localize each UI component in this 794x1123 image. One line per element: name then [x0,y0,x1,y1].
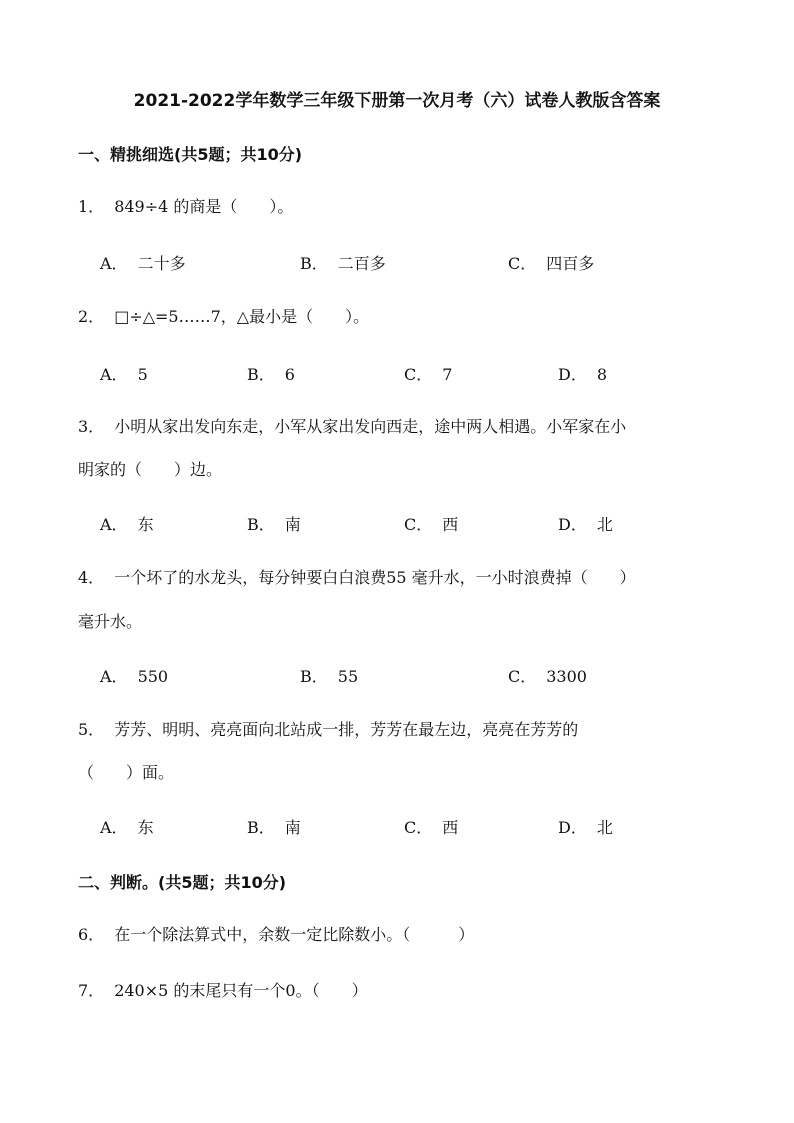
question-4-options [100,664,720,688]
question-number: 4． [78,568,105,587]
option-a: A． 东 [100,515,154,534]
question-number: 2． [78,307,105,326]
question-4 [78,567,636,589]
question-text: 849÷4 的商是（ ）。 [114,197,294,216]
question-2-options [100,362,720,386]
section-heading-2: 二、判断。(共5题；共10分) [78,873,287,892]
question-4-continuation: 毫升水。 [78,612,143,631]
question-text: □÷△=5……7，△最小是（ ）。 [114,307,370,326]
option-c: C． 3300 [508,667,587,686]
question-number: 5． [78,720,105,739]
option-c: C． 7 [404,365,453,384]
option-b: B． 南 [247,515,301,534]
option-a: A． 二十多 [100,254,186,273]
question-1 [78,196,293,218]
question-text: 小明从家出发向东走，小军从家出发向西走，途中两人相遇。小军家在小 [114,417,627,436]
option-b: B． 55 [300,667,359,686]
question-5-continuation: （ ）面。 [78,763,175,782]
question-6 [78,924,474,946]
question-2 [78,306,369,328]
option-d: D． 8 [558,365,608,384]
option-a: A． 东 [100,818,154,837]
question-3-continuation: 明家的（ ）边。 [78,460,223,479]
option-d: D． 北 [558,515,613,534]
question-number: 6． [78,925,105,944]
option-b: B． 南 [247,818,301,837]
option-c: C． 四百多 [508,254,595,273]
question-number: 3． [78,417,105,436]
question-3 [78,416,626,438]
option-a: A． 5 [100,365,148,384]
option-b: B． 6 [247,365,295,384]
question-text: 芳芳、明明、亮亮面向北站成一排，芳芳在最左边，亮亮在芳芳的 [114,720,579,739]
question-5-options [100,815,720,839]
section-heading-1: 一、精挑细选(共5题；共10分) [78,145,303,164]
question-7 [78,980,368,1002]
option-c: C． 西 [404,515,459,534]
question-1-options [100,251,720,275]
option-d: D． 北 [558,818,613,837]
question-number: 7． [78,981,105,1000]
question-text: 240×5 的末尾只有一个0。（ ） [114,981,368,1000]
option-b: B． 二百多 [300,254,386,273]
question-5 [78,719,578,741]
option-c: C． 西 [404,818,459,837]
page-title: 2021-2022学年数学三年级下册第一次月考（六）试卷人教版含答案 [133,91,661,111]
question-number: 1． [78,197,105,216]
question-3-options [100,512,720,536]
question-text: 在一个除法算式中，余数一定比除数小。（ ） [114,925,475,944]
option-a: A． 550 [100,667,169,686]
question-text: 一个坏了的水龙头，每分钟要白白浪费55 毫升水，一小时浪费掉（ ） [114,568,636,587]
